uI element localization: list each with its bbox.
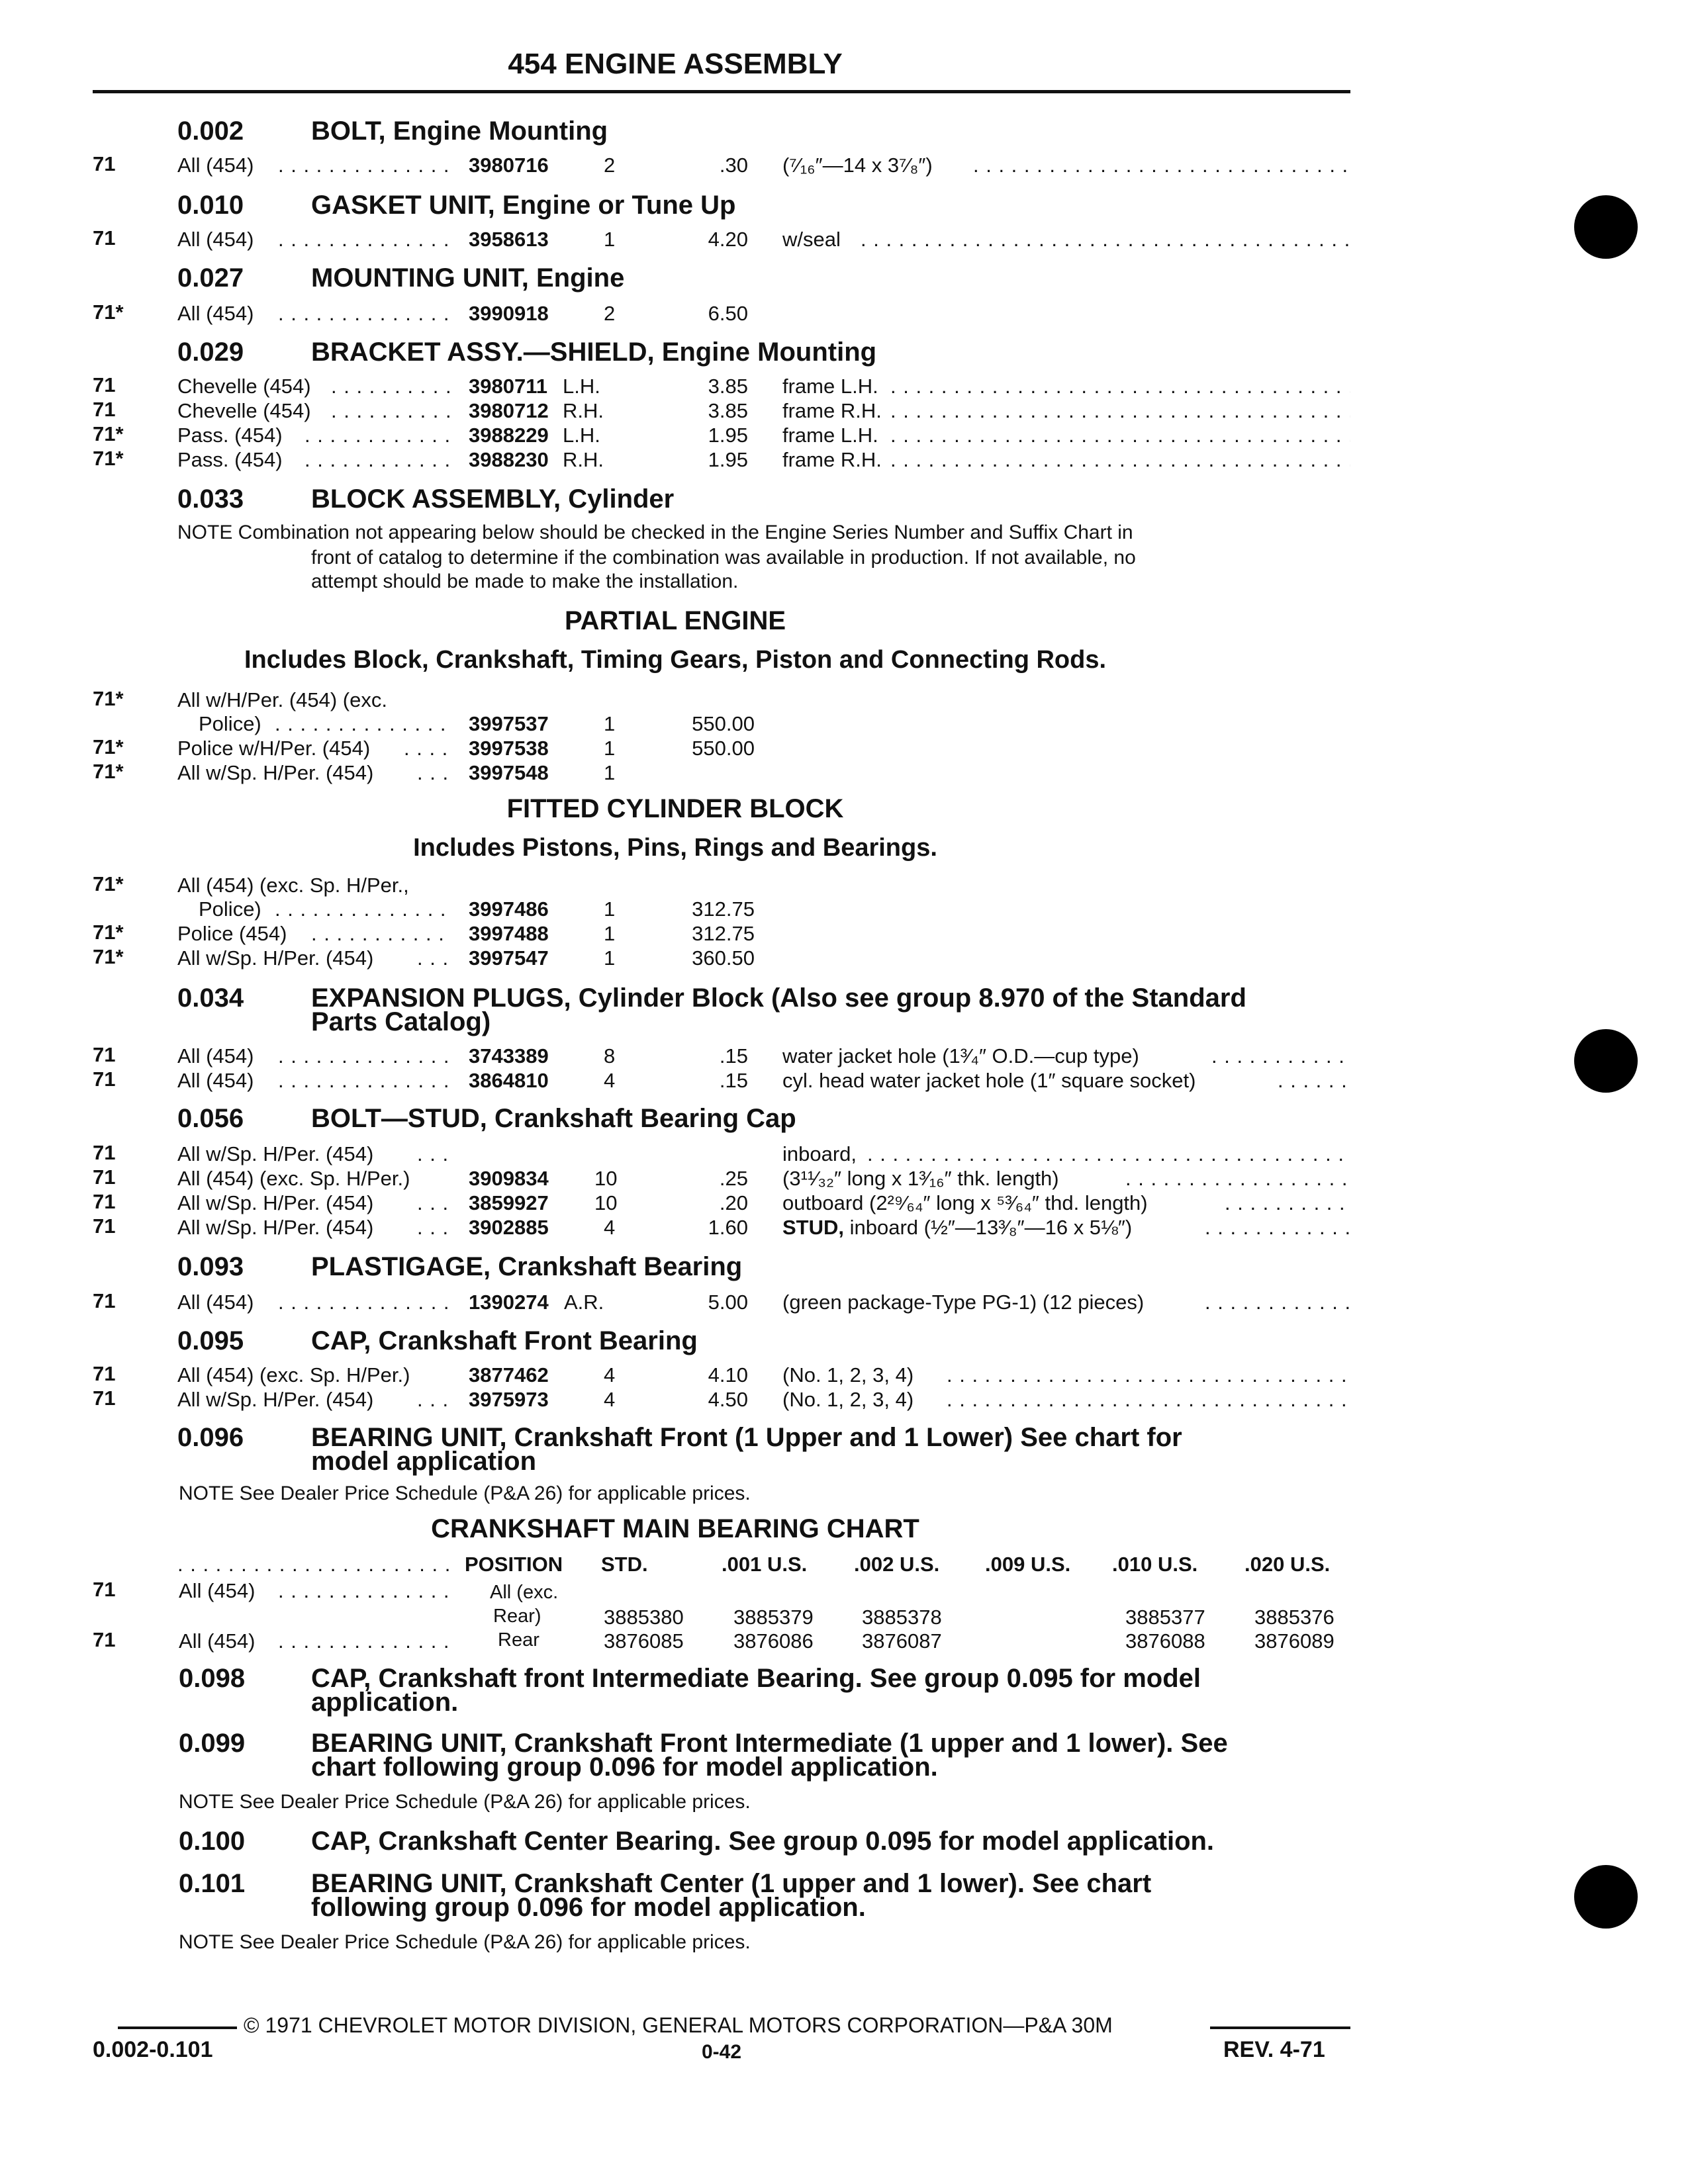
year-code: 71 [93,226,116,250]
leader-dots [890,424,1350,447]
group-title: CAP, Crankshaft front Intermediate Bearing. See group 0.095 for model [311,1664,1201,1693]
leader-dots [305,424,451,447]
row-description: All (454) [177,302,254,325]
row-description: All (454) [179,1579,256,1602]
group-number: 0.034 [177,983,244,1013]
price: 312.75 [692,922,755,945]
row-description: All w/H/Per. (454) (exc. [177,688,387,711]
row-description: All (454) [179,1629,256,1653]
row-description: All (454) [177,228,254,251]
leader-dots [177,1553,455,1576]
leader-dots [404,737,451,760]
chart-cell: 3885378 [862,1606,942,1629]
group-number: 0.029 [177,338,244,367]
group-number: 0.027 [177,263,244,293]
leader-dots [305,448,451,472]
group-number: 0.101 [179,1869,246,1898]
price: .15 [719,1044,748,1068]
row-description: Police) [199,712,261,735]
row-description: Pass. (454) [177,448,283,471]
leader-dots [275,712,451,736]
part-number: 3859927 [469,1191,549,1214]
quantity: 1 [604,737,616,760]
leader-dots [331,375,451,398]
row-note: frame L.H. [782,424,878,447]
quantity: 1 [604,712,616,735]
row-note: (3¹¹⁄₃₂″ long x 1³⁄₁₆″ thk. length) [782,1167,1059,1190]
price: .30 [719,154,748,177]
row-description: Police w/H/Per. (454) [177,737,371,760]
row-note [782,1216,1132,1240]
part-number: 3958613 [469,228,549,251]
group-number: 0.093 [177,1252,244,1281]
part-number: 3902885 [469,1216,549,1239]
group-number: 0.099 [179,1729,246,1758]
price: 550.00 [692,737,755,760]
row-note: frame R.H. [782,399,882,422]
binder-hole-icon [1574,1865,1638,1929]
row-description: Pass. (454) [177,424,283,447]
chart-position: Rear) [493,1606,541,1627]
quantity: R.H. [563,399,604,422]
row-note: cyl. head water jacket hole (1″ square socket) [782,1069,1196,1092]
group-title: MOUNTING UNIT, Engine [311,263,625,293]
part-number: 3980712 [469,399,549,422]
group-title-continued: application. [311,1688,459,1717]
part-number: 3997548 [469,761,549,784]
price: 550.00 [692,712,755,735]
row-note: water jacket hole (1³⁄₄″ O.D.—cup type) [782,1044,1139,1068]
note-text: front of catalog to determine if the combination was available in production. If not available, no [311,547,1136,569]
group-title: BEARING UNIT, Crankshaft Front (1 Upper and 1 Lower) See chart for [311,1423,1182,1452]
page-title: 454 ENGINE ASSEMBLY [508,48,843,80]
group-number: 0.002 [177,116,244,146]
quantity: L.H. [563,375,600,398]
row-description: All w/Sp. H/Per. (454) [177,761,374,784]
group-number: 0.098 [179,1664,246,1693]
chart-cell: 3885379 [733,1606,814,1629]
leader-dots [417,946,451,970]
row-description: All w/Sp. H/Per. (454) [177,1216,374,1239]
group-title-continued: Parts Catalog) [311,1007,491,1036]
leader-dots [1225,1191,1350,1215]
part-number: 3997538 [469,737,549,760]
leader-dots [417,1142,457,1166]
price: 1.95 [708,448,748,471]
year-code: 71 [93,1289,116,1312]
year-code: 71* [93,735,124,758]
group-title: BOLT—STUD, Crankshaft Bearing Cap [311,1104,796,1133]
quantity: 1 [604,761,616,784]
part-number: 3877462 [469,1363,549,1387]
row-description: All (454) [177,154,254,177]
leader-dots [1205,1216,1350,1240]
page-number: 0-42 [702,2041,742,2063]
group-title: PLASTIGAGE, Crankshaft Bearing [311,1252,743,1281]
row-note: (⁷⁄₁₆″—14 x 3⁷⁄₈″) [782,154,933,177]
leader-dots [417,1388,451,1412]
row-description: All (454) [177,1291,254,1314]
row-description: Police (454) [177,922,287,945]
leader-dots [890,448,1350,472]
quantity: 4 [604,1216,616,1239]
leader-dots [278,1579,450,1603]
row-description: All (454) (exc. Sp. H/Per.) [177,1363,410,1387]
quantity: L.H. [563,424,600,447]
binder-hole-icon [1574,1029,1638,1093]
year-code: 71 [93,1068,116,1091]
leader-dots [278,1069,451,1093]
group-number: 0.095 [177,1326,244,1355]
group-title: CAP, Crankshaft Center Bearing. See group 0.095 for model application. [311,1827,1215,1856]
part-number: 3743389 [469,1044,549,1068]
section-title: PARTIAL ENGINE [564,606,786,635]
group-title: BEARING UNIT, Crankshaft Front Intermediate (1 upper and 1 lower). See [311,1729,1228,1758]
note-text: NOTE See Dealer Price Schedule (P&A 26) for applicable prices. [179,1482,751,1504]
row-description: All (454) (exc. Sp. H/Per.) [177,1167,410,1190]
row-description: Chevelle (454) [177,399,311,422]
row-description: All w/Sp. H/Per. (454) [177,1388,374,1411]
part-number: 3909834 [469,1167,549,1190]
part-number: 3988229 [469,424,549,447]
leader-dots [947,1363,1350,1387]
section-title: FITTED CYLINDER BLOCK [506,794,844,823]
group-range: 0.002-0.101 [93,2037,213,2062]
year-code: 71 [93,1387,116,1410]
leader-dots [861,228,1350,251]
group-title: BEARING UNIT, Crankshaft Center (1 upper and 1 lower). See chart [311,1869,1152,1898]
part-number: 3988230 [469,448,549,471]
year-code: 71 [93,398,116,421]
leader-dots [867,1142,1350,1166]
chart-header: .010 U.S. [1112,1553,1198,1576]
leader-dots [278,302,451,326]
group-number: 0.056 [177,1104,244,1133]
quantity: 8 [604,1044,616,1068]
copyright: © 1971 CHEVROLET MOTOR DIVISION, GENERAL MOTORS CORPORATION—P&A 30M [244,2013,1113,2037]
quantity: A.R. [564,1291,604,1314]
part-number: 1390274 [469,1291,549,1314]
year-code: 71 [93,1165,116,1189]
year-code: 71 [93,1362,116,1385]
note-text: NOTE See Dealer Price Schedule (P&A 26) for applicable prices. [179,1791,751,1813]
quantity: 10 [594,1167,618,1190]
year-code: 71 [93,152,116,175]
price: 4.10 [708,1363,748,1387]
chart-title: CRANKSHAFT MAIN BEARING CHART [431,1514,919,1543]
section-subtitle: Includes Block, Crankshaft, Timing Gears, Piston and Connecting Rods. [244,646,1107,674]
price: .25 [719,1167,748,1190]
chart-cell: 3876087 [862,1629,942,1653]
year-code: 71 [93,1628,116,1651]
quantity: 2 [604,154,616,177]
chart-cell: 3885376 [1254,1606,1335,1629]
group-title-continued: model application [311,1447,537,1476]
part-number: 3864810 [469,1069,549,1092]
quantity: 1 [604,897,616,921]
quantity: 4 [604,1363,616,1387]
row-note: outboard (2²⁹⁄₆₄″ long x ⁵³⁄₆₄″ thd. length) [782,1191,1148,1214]
year-code: 71* [93,687,124,710]
chart-cell: 3885380 [604,1606,684,1629]
price: 4.20 [708,228,748,251]
chart-cell: 3876085 [604,1629,684,1653]
part-number: 3997547 [469,946,549,970]
part-number: 3980711 [469,375,547,398]
row-note: w/seal [782,228,841,251]
year-code: 71* [93,945,124,968]
header-rule [93,90,1350,93]
part-number: 3997486 [469,897,549,921]
row-description: Police) [199,897,261,921]
year-code: 71* [93,300,124,324]
part-number: 3997537 [469,712,549,735]
row-note: frame R.H. [782,448,882,471]
footer-rule [118,2026,237,2029]
footer-rule [1210,2026,1350,2029]
quantity: 1 [604,922,616,945]
leader-dots [1211,1044,1350,1068]
group-number: 0.100 [179,1827,246,1856]
price: 360.50 [692,946,755,970]
row-note: frame L.H. [782,375,878,398]
year-code: 71* [93,872,124,895]
leader-dots [417,761,451,785]
year-code: 71* [93,422,124,445]
year-code: 71 [93,373,116,396]
row-description: Chevelle (454) [177,375,311,398]
year-code: 71 [93,1578,116,1601]
chart-header: .001 U.S. [722,1553,808,1576]
chart-header: .002 U.S. [854,1553,940,1576]
row-description: All (454) [177,1044,254,1068]
quantity: R.H. [563,448,604,471]
chart-header: POSITION [465,1553,563,1576]
quantity: 1 [604,946,616,970]
leader-dots [890,375,1350,398]
price: 6.50 [708,302,748,325]
price: 1.95 [708,424,748,447]
chart-header: .009 U.S. [985,1553,1071,1576]
leader-dots [1205,1291,1350,1314]
year-code: 71* [93,760,124,783]
row-description: All w/Sp. H/Per. (454) [177,946,374,970]
leader-dots [417,1191,451,1215]
price: 312.75 [692,897,755,921]
row-description: All w/Sp. H/Per. (454) [177,1191,374,1214]
group-title: BLOCK ASSEMBLY, Cylinder [311,484,675,514]
row-note: (green package-Type PG-1) (12 pieces) [782,1291,1145,1314]
price: 5.00 [708,1291,748,1314]
group-title-continued: following group 0.096 for model application. [311,1893,866,1922]
leader-dots [278,1044,451,1068]
leader-dots [275,897,451,921]
year-code: 71 [93,1190,116,1213]
chart-header: STD. [601,1553,648,1576]
leader-dots [417,1216,451,1240]
note-text: NOTE Combination not appearing below should be checked in the Engine Series Number and Suffix Chart in [177,522,1133,543]
leader-dots [278,228,451,251]
binder-hole-icon [1574,195,1638,259]
leader-dots [278,1291,451,1314]
quantity: 10 [594,1191,618,1214]
chart-header: .020 U.S. [1244,1553,1331,1576]
note-text: attempt should be made to make the installation. [311,570,739,592]
part-number: 3980716 [469,154,549,177]
leader-dots [278,154,451,177]
chart-cell: 3885377 [1125,1606,1205,1629]
group-title: CAP, Crankshaft Front Bearing [311,1326,698,1355]
chart-cell: 3876086 [733,1629,814,1653]
group-title: BRACKET ASSY.—SHIELD, Engine Mounting [311,338,877,367]
leader-dots [331,399,451,423]
group-title: EXPANSION PLUGS, Cylinder Block (Also see group 8.970 of the Standard [311,983,1246,1013]
row-note: (No. 1, 2, 3, 4) [782,1388,914,1411]
leader-dots [311,922,451,946]
leader-dots [1125,1167,1350,1191]
row-description: All (454) [177,1069,254,1092]
group-number: 0.033 [177,484,244,514]
chart-cell: 3876089 [1254,1629,1335,1653]
price: 1.60 [708,1216,748,1239]
year-code: 71 [93,1043,116,1066]
chart-position: Rear [498,1629,539,1651]
row-description: All (454) (exc. Sp. H/Per., [177,874,409,897]
year-code: 71 [93,1214,116,1238]
leader-dots [973,154,1350,177]
note-text: NOTE See Dealer Price Schedule (P&A 26) for applicable prices. [179,1931,751,1953]
row-description: All w/Sp. H/Per. (454) [177,1142,374,1165]
quantity: 4 [604,1388,616,1411]
quantity: 4 [604,1069,616,1092]
price: .15 [719,1069,748,1092]
row-note-bold: STUD, [782,1216,844,1239]
price: 4.50 [708,1388,748,1411]
part-number: 3997488 [469,922,549,945]
price: .20 [719,1191,748,1214]
quantity: 1 [604,228,616,251]
group-title: BOLT, Engine Mounting [311,116,608,146]
chart-cell: 3876088 [1125,1629,1205,1653]
part-number: 3975973 [469,1388,549,1411]
part-number: 3990918 [469,302,549,325]
quantity: 2 [604,302,616,325]
year-code: 71 [93,1141,116,1164]
leader-dots [947,1388,1350,1412]
row-note: inboard, [782,1142,857,1165]
revision: REV. 4-71 [1223,2037,1325,2062]
group-title-continued: chart following group 0.096 for model application. [311,1752,938,1782]
group-number: 0.096 [177,1423,244,1452]
leader-dots [890,399,1350,423]
group-number: 0.010 [177,191,244,220]
row-note-text: inboard (½″—13³⁄₈″—16 x 5⅛″) [844,1216,1133,1239]
leader-dots [1278,1069,1350,1093]
leader-dots [278,1629,450,1653]
year-code: 71* [93,921,124,944]
group-title: GASKET UNIT, Engine or Tune Up [311,191,736,220]
price: 3.85 [708,375,748,398]
chart-position: All (exc. [490,1582,559,1603]
row-note: (No. 1, 2, 3, 4) [782,1363,914,1387]
year-code: 71* [93,447,124,470]
section-subtitle: Includes Pistons, Pins, Rings and Bearings. [413,834,937,862]
price: 3.85 [708,399,748,422]
